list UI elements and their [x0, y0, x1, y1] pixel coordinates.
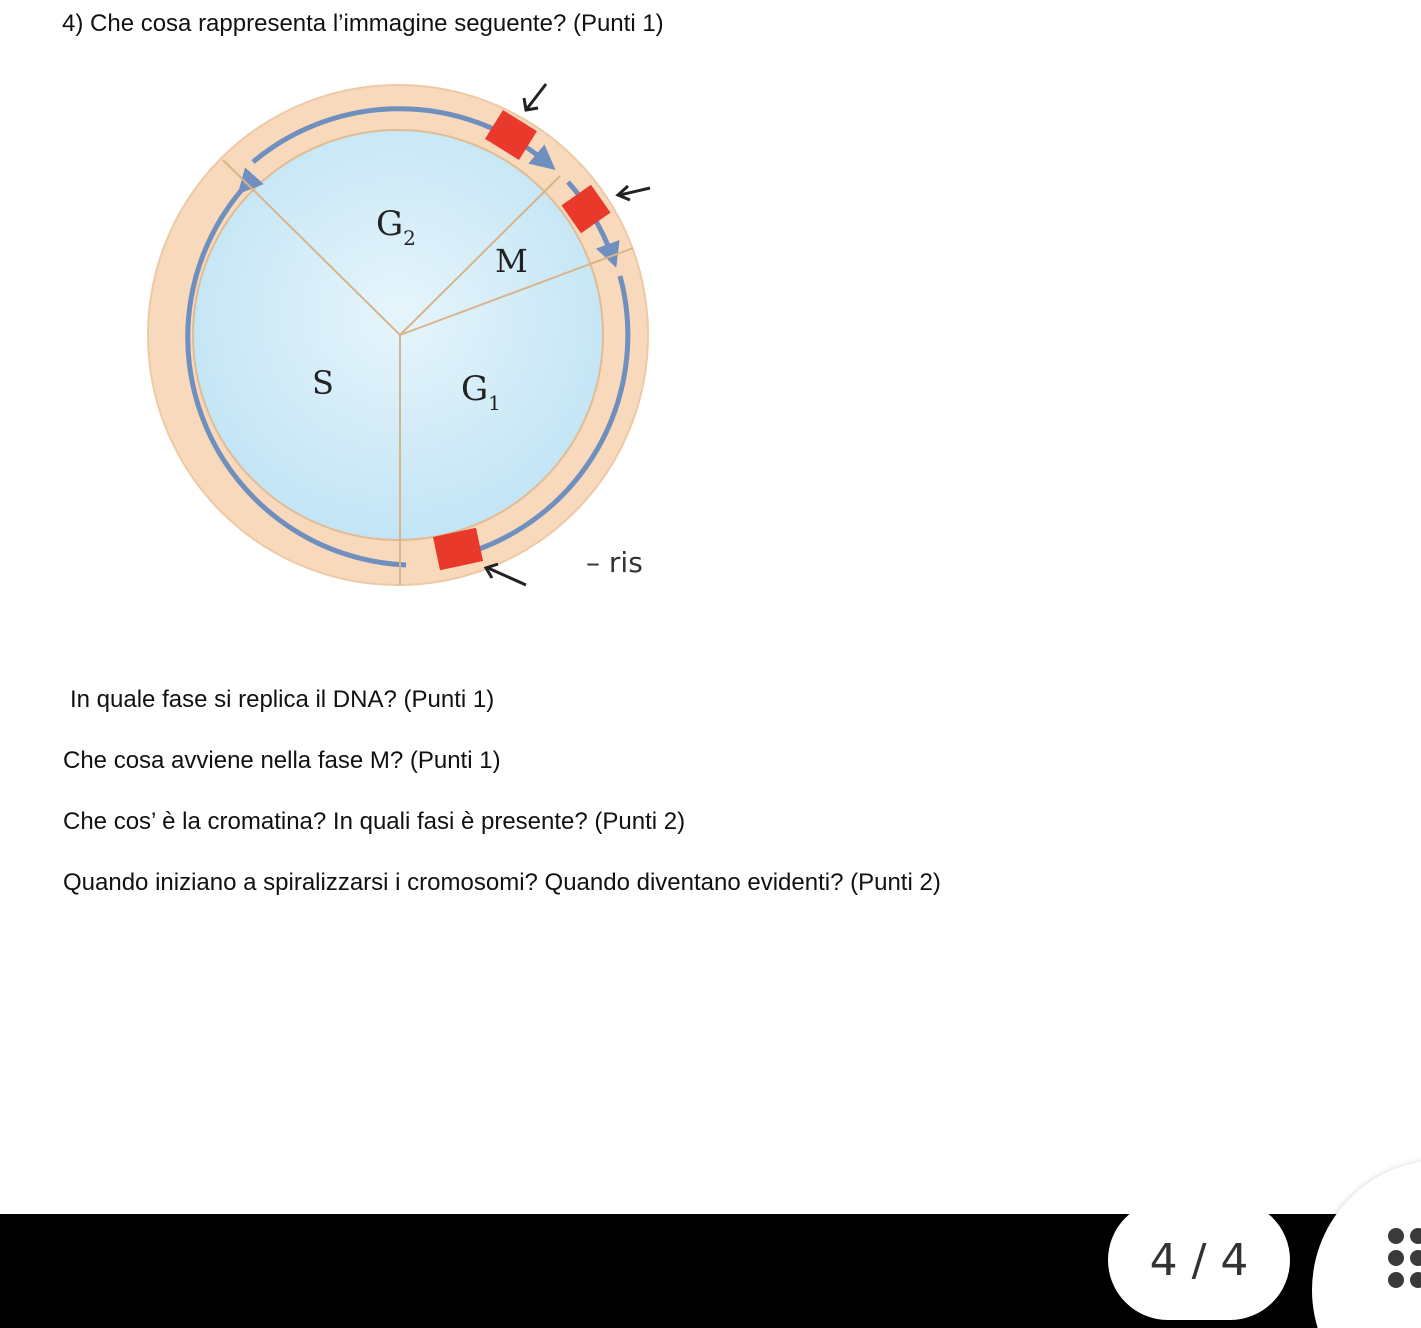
label-g2: $G_2$	[376, 204, 416, 250]
more-dots-icon[interactable]	[1388, 1228, 1421, 1292]
question-4: Quando iniziano a spiralizzarsi i cromosomi? Quando diventano evidenti? (Punti 2)	[63, 869, 941, 896]
label-s: S	[312, 364, 334, 402]
label-ris: – ris	[586, 546, 643, 579]
page-indicator: 4 / 4	[1108, 1200, 1290, 1320]
cell-cycle-diagram	[128, 80, 658, 590]
question-title: 4) Che cosa rappresenta l’immagine seguente? (Punti 1)	[62, 10, 664, 37]
question-1: In quale fase si replica il DNA? (Punti 1)	[70, 686, 495, 713]
label-g1: $G_1$	[461, 369, 501, 415]
question-2: Che cosa avviene nella fase M? (Punti 1)	[63, 747, 501, 774]
label-m: M	[495, 242, 528, 280]
question-3: Che cos’ è la cromatina? In quali fasi è presente? (Punti 2)	[63, 808, 686, 835]
